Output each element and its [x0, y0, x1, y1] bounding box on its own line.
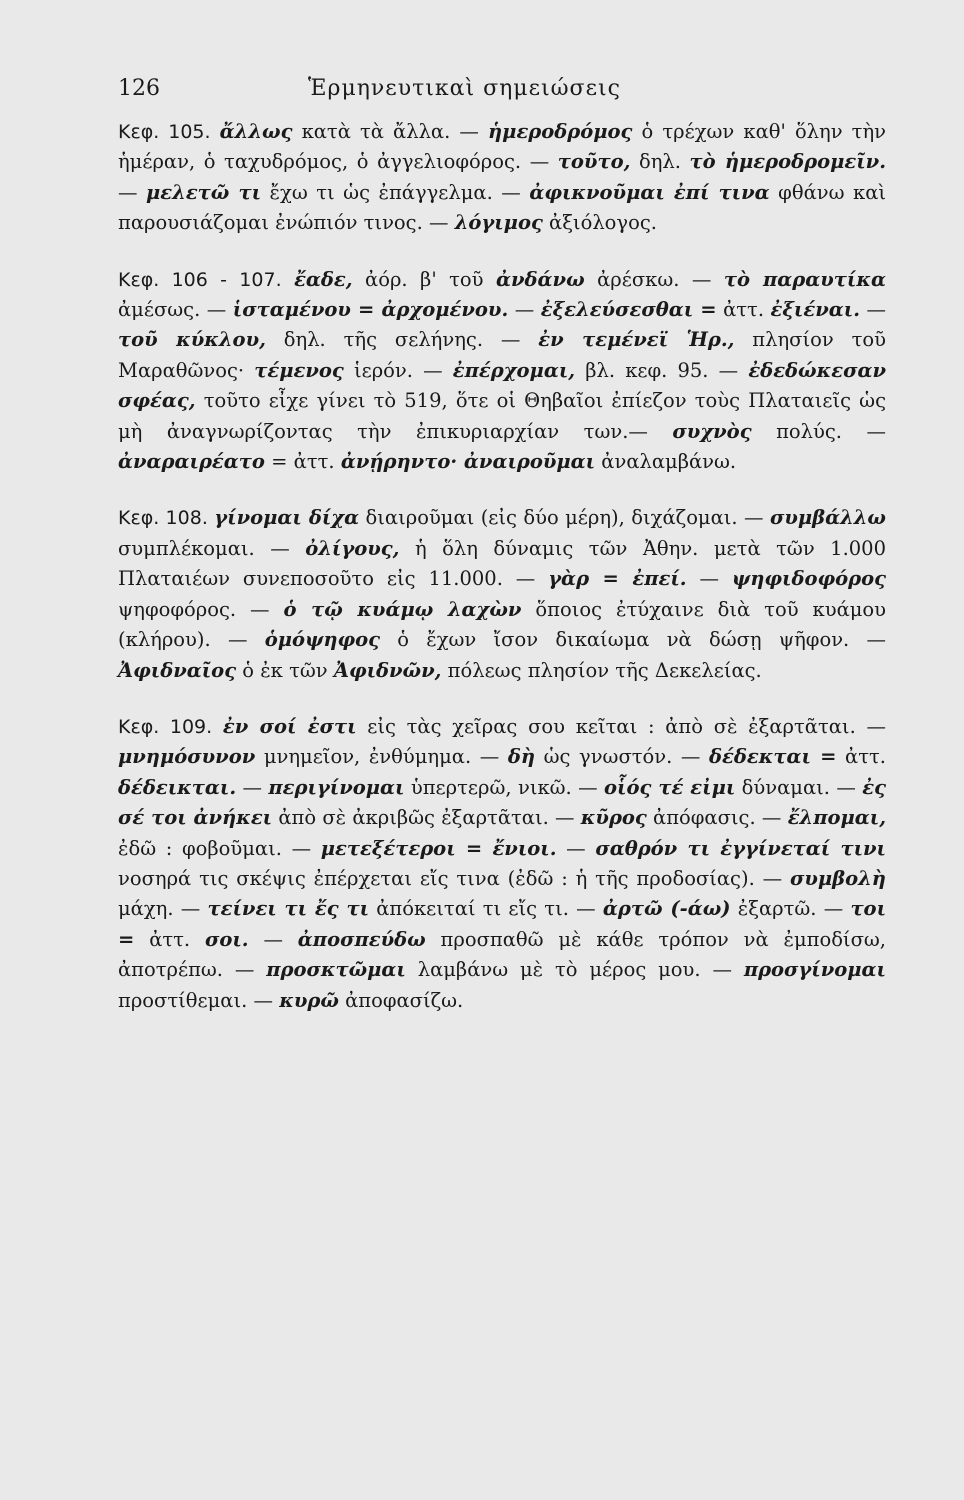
gloss-text: — — [860, 298, 887, 322]
page-header — [118, 76, 886, 101]
gloss-term: ἐν τεμένεϊ Ἡρ., — [538, 328, 735, 352]
gloss-text: ἀπόφασις. — — [646, 806, 788, 830]
gloss-term: δέδεκται = — [709, 745, 837, 769]
gloss-text: εἰς τὰς χεῖρας σου κεῖται : ἀπὸ σὲ ἐξαρτᾶται. — — [356, 714, 886, 738]
gloss-term: ἄλλως — [219, 120, 293, 143]
gloss-text: κατὰ τὰ ἄλλα. — — [292, 120, 488, 143]
entry-text — [118, 503, 886, 685]
entry-text — [118, 712, 886, 1016]
gloss-term: ἐξιέναι. — [770, 298, 860, 322]
gloss-text: ἔχω τι ὡς ἐπάγγελμα. — — [261, 180, 530, 204]
gloss-term: τοῦ κύκλου, — [118, 328, 266, 352]
gloss-term: ἀνδάνω — [495, 267, 585, 291]
gloss-term: τοι = — [118, 897, 887, 951]
gloss-text: δηλ. τῆς σελήνης. — — [265, 328, 539, 352]
gloss-term: μελετῶ τι — [146, 180, 262, 204]
gloss-term: συμβολὴ — [790, 866, 886, 890]
entry-chapter-106-107 — [118, 265, 886, 478]
gloss-text: δύναμαι. — — [735, 775, 863, 799]
gloss-term: ἐς σέ τοι ἀνήκει — [118, 775, 886, 830]
gloss-text: ἀμέσως. — — [118, 298, 233, 322]
gloss-term: τὸ ἡμεροδρομεῖν. — [689, 150, 886, 174]
gloss-text: ἀναλαμβάνω. — [595, 450, 737, 474]
gloss-text: πλησίον τοῦ Μαραθῶνος· — [118, 328, 886, 382]
gloss-text: ἀπόκειταί τι εἴς τι. — — [369, 897, 603, 921]
gloss-text: φθάνω καὶ παρουσιάζομαι ἐνώπιόν τινος. — — [118, 180, 887, 235]
gloss-term: τὸ παραυτίκα — [723, 267, 886, 291]
gloss-text: προσπαθῶ μὲ κάθε τρόπον νὰ ἐμποδίσω, ἀποτρέπω. — — [118, 927, 886, 982]
gloss-term: ἀρτῶ (-άω) — [602, 897, 731, 921]
gloss-text: — — [686, 567, 732, 591]
page-number: 126 — [118, 76, 160, 101]
gloss-text: μάχη. — — [118, 897, 208, 921]
gloss-term: δέδεικται. — [118, 775, 237, 799]
gloss-term: συχνὸς — [672, 419, 752, 443]
gloss-term: κυρῶ — [279, 988, 339, 1012]
gloss-text: — — [118, 180, 147, 204]
gloss-text: ἀποφασίζω. — [338, 988, 464, 1012]
gloss-term: οἷός τέ εἰμι — [604, 775, 736, 799]
gloss-term: ψηφιδοφόρος — [731, 567, 886, 591]
gloss-text: ἀττ. — [716, 298, 771, 322]
gloss-term: τείνει τι ἔς τι — [207, 897, 370, 921]
gloss-text: ὁ τρέχων καθ' ὅλην τὴν ἡμέραν, ὁ ταχυδρόμος, ὁ ἀγγελιοφόρος. — — [118, 120, 887, 174]
gloss-term: σοι. — [204, 927, 249, 951]
gloss-text: ὁ ἐκ τῶν — [236, 658, 334, 682]
gloss-term: συμβάλλω — [769, 506, 887, 530]
gloss-term: ἀνῄρηντο· ἀναιροῦμαι — [340, 450, 596, 474]
gloss-term: λόγιμος — [454, 211, 543, 235]
gloss-text: διαιροῦμαι (εἰς δύο μέρη), διχάζομαι. — — [359, 506, 770, 530]
gloss-text: ὅποιος ἐτύχαινε διὰ τοῦ κυάμου (κλήρου). — — [118, 597, 886, 652]
gloss-term: γὰρ = ἐπεί. — [548, 567, 687, 591]
gloss-term: κῦρος — [580, 806, 647, 830]
gloss-term: ἐδεδώκεσαν σφέας, — [118, 358, 886, 413]
gloss-text: πολύς. — — [751, 419, 886, 443]
gloss-text: ἀττ. — [836, 745, 886, 769]
gloss-text: ὁ ἔχων ἴσον δικαίωμα νὰ δώσῃ ψῆφον. — — [380, 628, 886, 652]
entry-chapter-108 — [118, 503, 886, 685]
gloss-term: ἡμεροδρόμος — [488, 120, 633, 143]
gloss-text: = ἀττ. — [264, 450, 341, 474]
gloss-term: ἀναραιρέατο — [118, 450, 265, 474]
gloss-term: ἐξελεύσεσθαι = — [540, 298, 717, 322]
gloss-text: ἀξιόλογος. — [542, 211, 657, 235]
chapter-ref: Κεφ. 105. — [118, 121, 211, 143]
gloss-term: ἔλπομαι, — [787, 806, 886, 830]
gloss-text: βλ. κεφ. 95. — — [575, 358, 749, 382]
gloss-text: ὑπερτερῶ, νικῶ. — — [404, 775, 605, 799]
gloss-text: ἐξαρτῶ. — — [730, 897, 851, 921]
gloss-text: ἀπὸ σὲ ἀκριβῶς ἐξαρτᾶται. — — [272, 806, 581, 830]
gloss-text: νοσηρά τις σκέψις ἐπέρχεται εἴς τινα (ἐδῶ : ἡ τῆς προδοσίας). — — [118, 866, 790, 890]
running-title: Ἑρμηνευτικαὶ σημειώσεις — [308, 76, 621, 101]
entry-chapter-109 — [118, 712, 886, 1016]
gloss-term: ἐπέρχομαι, — [452, 358, 576, 382]
gloss-text: — — [508, 298, 541, 322]
gloss-text: ἀόρ. β' τοῦ — [352, 267, 496, 291]
entry-chapter-105 — [118, 117, 886, 239]
gloss-term: δὴ — [507, 745, 536, 769]
gloss-text: ἀττ. — [134, 927, 205, 951]
chapter-ref: Κεφ. 108. — [118, 507, 208, 530]
gloss-term: γίνομαι δίχα — [214, 506, 360, 530]
gloss-term: ὁ τῷ κυάμῳ λαχὼν — [283, 597, 522, 621]
gloss-term: ὁμόψηφος — [264, 628, 381, 652]
gloss-text: πόλεως πλησίον τῆς Δεκελείας. — [441, 658, 762, 682]
gloss-term: σαθρόν τι ἐγγίνεταί τινι — [595, 836, 886, 860]
gloss-term: ἔαδε, — [294, 267, 353, 291]
gloss-term: ἀποσπεύδω — [297, 927, 426, 951]
gloss-text: ψηφοφόρος. — — [118, 597, 284, 621]
gloss-text: ἡ ὅλη δύναμις τῶν Ἀθην. μετὰ τῶν 1.000 Πλαταιέων συνεποσοῦτο εἰς 11.000. — — [118, 536, 886, 591]
gloss-term: Ἀφιδναῖος — [118, 658, 237, 682]
gloss-term: προσγίνομαι — [743, 958, 886, 982]
gloss-text: συμπλέκομαι. — — [118, 536, 306, 560]
gloss-text: μνημεῖον, ἐνθύμημα. — — [255, 745, 508, 769]
gloss-term: ὀλίγους, — [305, 536, 400, 560]
gloss-term: μνημόσυνον — [118, 745, 256, 769]
gloss-term: ἐν σοί ἐστι — [222, 714, 357, 738]
gloss-term: προσκτῶμαι — [266, 958, 406, 982]
gloss-text: ὡς γνωστόν. — — [535, 745, 710, 769]
gloss-term: ἱσταμένου = ἀρχομένου. — [232, 298, 509, 322]
gloss-text: — — [236, 775, 269, 799]
gloss-text: — — [556, 836, 596, 860]
gloss-text: — — [248, 927, 298, 951]
gloss-term: περιγίνομαι — [268, 775, 405, 799]
entry-text — [118, 265, 886, 478]
gloss-text: δηλ. — [630, 150, 690, 174]
gloss-text: τοῦτο εἶχε γίνει τὸ 519, ὅτε οἱ Θηβαῖοι ἐπίεζον τοὺς Πλαταιεῖς ὡς μὴ ἀναγνωρίζοντας τὴν ἐπικυριαρχίαν των.— — [118, 389, 886, 443]
gloss-term: ἀφικνοῦμαι ἐπί τινα — [529, 180, 770, 204]
gloss-term: τοῦτο, — [557, 150, 631, 174]
gloss-term: Ἀφιδνῶν, — [333, 658, 442, 682]
chapter-ref: Κεφ. 109. — [118, 715, 213, 738]
entry-text — [118, 117, 886, 239]
gloss-text: προστίθεμαι. — — [118, 988, 280, 1012]
gloss-text: ἐδῶ : φοβοῦμαι. — — [118, 836, 321, 860]
gloss-text: ἀρέσκω. — — [584, 267, 724, 291]
gloss-term: μετεξέτεροι = ἔνιοι. — [320, 836, 557, 860]
chapter-ref: Κεφ. 106 - 107. — [118, 268, 282, 291]
gloss-term: τέμενος — [254, 358, 344, 382]
gloss-text: ἱερόν. — — [343, 358, 453, 382]
gloss-text: λαμβάνω μὲ τὸ μέρος μου. — — [405, 958, 744, 982]
